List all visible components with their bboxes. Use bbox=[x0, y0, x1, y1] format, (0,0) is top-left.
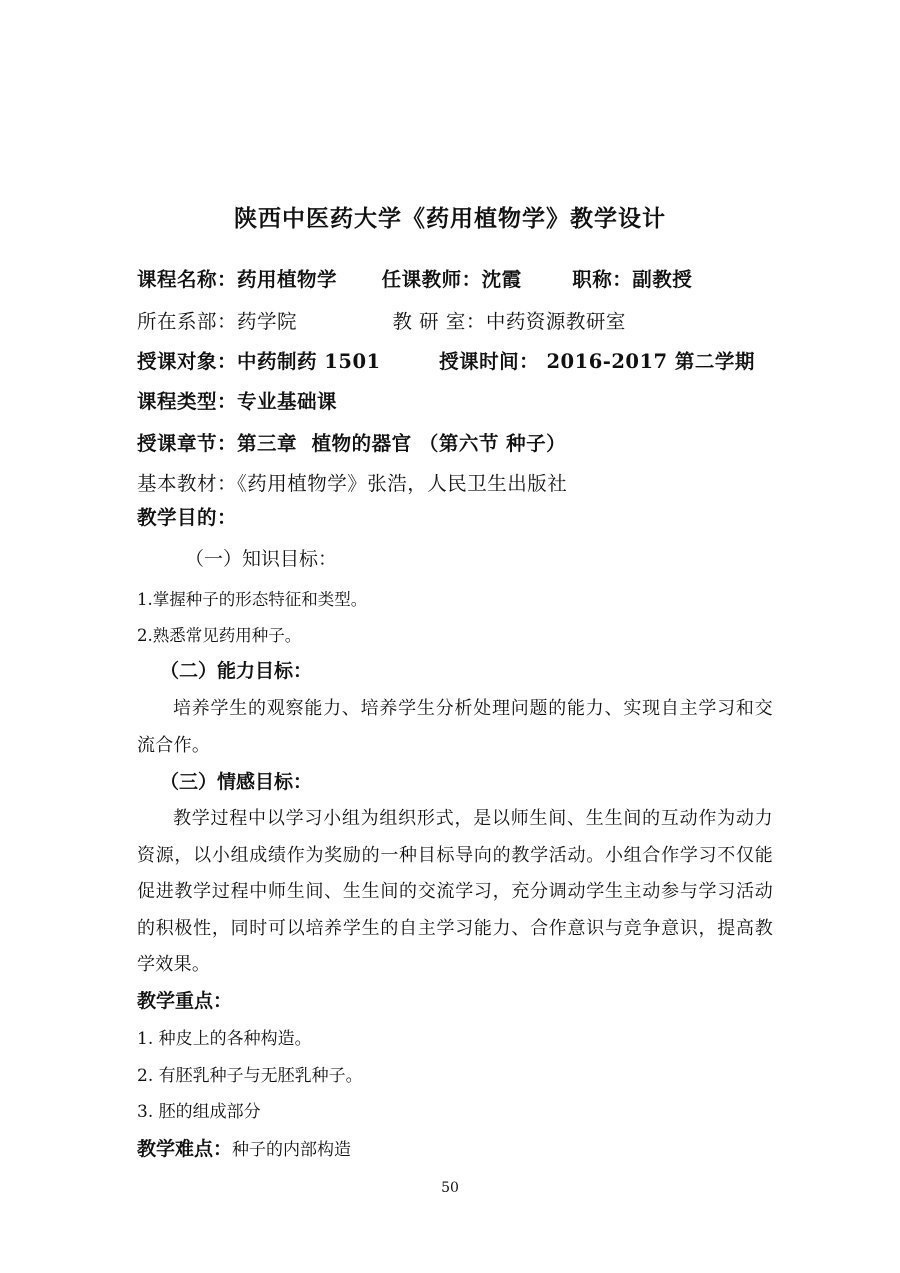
target-label: 授课对象： bbox=[137, 350, 238, 373]
knowledge-heading: （一）知识目标： bbox=[185, 548, 338, 570]
office-value: 中药资源教研室 bbox=[485, 310, 626, 333]
difficulty-value: 种子的内部构造 bbox=[232, 1140, 352, 1160]
type-value: 专业基础课 bbox=[237, 390, 338, 413]
key-points-heading: 教学重点： bbox=[137, 990, 233, 1012]
course-value: 药用植物学 bbox=[237, 268, 338, 291]
teacher-label: 任课教师： bbox=[381, 268, 482, 291]
textbook-label: 基本教材： bbox=[137, 472, 238, 495]
difficulty-label: 教学难点： bbox=[137, 1138, 233, 1160]
rank-label: 职称： bbox=[572, 268, 633, 291]
emotion-heading: （三）情感目标： bbox=[160, 771, 313, 793]
chapter-label: 授课章节： bbox=[137, 432, 238, 455]
course-label: 课程名称： bbox=[137, 268, 238, 291]
knowledge-item-1: 1.掌握种子的形态特征和类型。 bbox=[137, 590, 368, 609]
info-row-target bbox=[137, 346, 755, 374]
key-point-item-3: 3. 胚的组成部分 bbox=[137, 1102, 261, 1122]
info-row-dept bbox=[137, 306, 626, 334]
rank-value: 副教授 bbox=[632, 268, 693, 291]
key-point-item-2: 2. 有胚乳种子与无胚乳种子。 bbox=[137, 1066, 363, 1086]
info-row-textbook bbox=[137, 468, 567, 496]
time-label: 授课时间： bbox=[439, 350, 540, 373]
office-label: 教 研 室： bbox=[392, 310, 486, 333]
chapter-value: 第三章 植物的器官 （第六节 种子） bbox=[237, 432, 567, 455]
ability-paragraph: 培养学生的观察能力、培养学生分析处理问题的能力、实现自主学习和交流合作。 bbox=[137, 698, 773, 756]
knowledge-item-2: 2.熟悉常见药用种子。 bbox=[137, 626, 302, 645]
target-value: 中药制药 1501 bbox=[237, 350, 381, 373]
ability-heading: （二）能力目标： bbox=[160, 660, 313, 682]
info-row-course bbox=[137, 264, 692, 292]
info-row-type bbox=[137, 386, 337, 414]
type-label: 课程类型： bbox=[137, 390, 238, 413]
difficulty-row bbox=[137, 1134, 351, 1161]
key-point-item-1: 1. 种皮上的各种构造。 bbox=[137, 1029, 312, 1049]
time-value: 2016-2017 第二学期 bbox=[546, 350, 755, 373]
emotion-paragraph: 教学过程中以学习小组为组织形式，是以师生间、生生间的互动作为动力资源，以小组成绩作为奖励的一种目标导向的教学活动。小组合作学习不仅能促进教学过程中师生间、生生间的交流学习，充分调动学生主动参与学习活动的积极性，同时可以培养学生的自主学习能力、合作意识与竞争意识，提高教学效果。 bbox=[137, 808, 773, 975]
page-number: 50 bbox=[441, 1180, 459, 1196]
teacher-value: 沈霞 bbox=[481, 268, 522, 291]
page-title: 陕西中医药大学《药用植物学》教学设计 bbox=[234, 205, 666, 232]
textbook-value: 《药用植物学》张浩，人民卫生出版社 bbox=[237, 472, 568, 495]
dept-label: 所在系部： bbox=[137, 310, 238, 333]
info-row-chapter bbox=[137, 428, 566, 456]
dept-value: 药学院 bbox=[237, 310, 298, 333]
objectives-heading: 教学目的： bbox=[137, 506, 238, 529]
